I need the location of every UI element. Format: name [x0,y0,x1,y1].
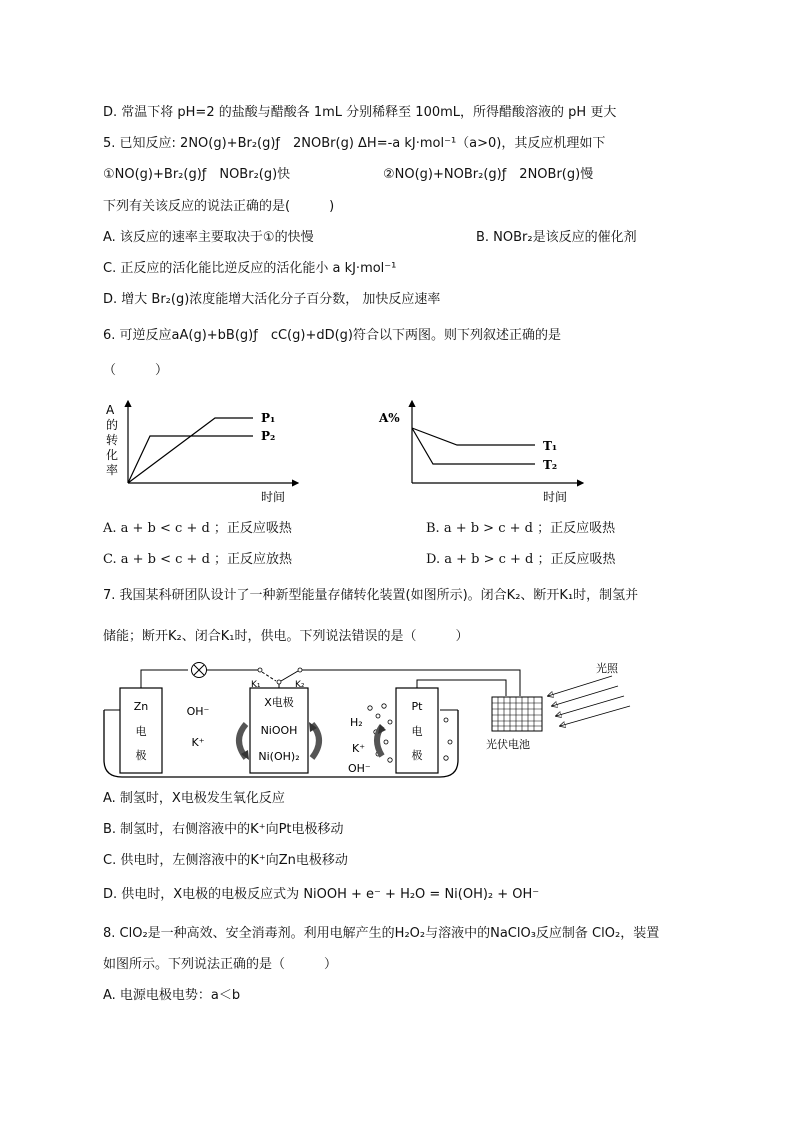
q7-option-b: B. 制氢时，右侧溶液中的K⁺向Pt电极移动 [103,822,344,837]
q8-stem-2: 如图所示。下列说法正确的是（ ） [103,957,338,972]
q7-device-diagram [100,660,660,785]
q5-option-d: D. 增大 Br₂(g)浓度能增大活化分子百分数， 加快反应速率 [103,292,441,307]
q6-option-a: A. a + b < c + d ；正反应吸热 [103,521,292,536]
zn-label-2: 极 [135,749,147,762]
light-label: 光照 [596,662,618,675]
q6-graph-conversion [98,395,308,507]
graph1-ylabel-3: 化 [106,448,119,462]
series-t1-line [412,428,535,445]
zn-label-1: 电 [135,725,147,738]
q7-option-c: C. 供电时，左侧溶液中的K⁺向Zn电极移动 [103,853,348,868]
x-electrode-niooh: NiOOH [260,724,298,737]
q5-stem: 5. 已知反应: 2NO(g)+Br₂(g)ƒ 2NOBr(g) ΔH=-a kJ·mol⁻¹（a>0)，其反应机理如下 [103,136,606,151]
wire-zn [141,670,188,688]
pv-label: 光伏电池 [486,738,530,751]
zn-label-0: Zn [133,700,149,713]
q7-option-a: A. 制氢时，X电极发生氧化反应 [103,791,285,806]
q5-step-2: ②NO(g)+NOBr₂(g)ƒ 2NOBr(g)慢 [383,167,594,182]
q6-option-d: D. a + b > c + d ；正反应吸热 [426,552,616,567]
q6-option-c: C. a + b < c + d ；正反应放热 [103,552,293,567]
q5-option-a: A. 该反应的速率主要取决于①的快慢 [103,230,314,245]
x-electrode-nioh2: Ni(OH)₂ [258,750,300,763]
q4-option-d: D. 常温下将 pH=2 的盐酸与醋酸各 1mL 分别稀释至 100mL，所得醋酸溶液的 pH 更大 [103,105,617,120]
q7-stem-1: 7. 我国某科研团队设计了一种新型能量存储转化装置(如图所示)。闭合K₂、断开K₁时，制氢并 [103,588,639,603]
q7-option-d: D. 供电时，X电极的电极反应式为 NiOOH + e⁻ + H₂O = Ni(OH)₂ + OH⁻ [103,887,540,902]
q6-graph-percent [375,395,590,507]
h2-label: H₂ [350,716,363,729]
graph1-ylabel-1: 的 [106,418,119,432]
series-p1-line [128,418,253,483]
graph1-ylabel-2: 转 [106,433,119,447]
right-ion-oh: OH⁻ [348,762,371,775]
graph2-xlabel: 时间 [543,490,568,504]
series-t2-label: T₂ [543,458,558,472]
q7-stem-2: 储能；断开K₂、闭合K₁时，供电。下列说法错误的是（ ） [103,629,469,644]
q6-stem: 6. 可逆反应aA(g)+bB(g)ƒ cC(g)+dD(g)符合以下两图。则下列叙述正确的是 [103,328,561,343]
k2-terminal [298,668,302,672]
k2-label: K₂ [295,680,305,690]
left-ion-k: K⁺ [191,736,205,749]
q5-question: 下列有关该反应的说法正确的是( ) [103,199,335,214]
k1-terminal [258,668,262,672]
series-p1-label: P₁ [261,411,276,425]
q8-option-a: A. 电源电极电势：a＜b [103,988,241,1003]
graph1-xlabel: 时间 [261,490,286,504]
pt-label-2: 极 [411,749,423,762]
series-t2-line [412,428,535,464]
series-p2-line [128,436,253,483]
pt-label-1: 电 [411,725,423,738]
graph1-ylabel-0: A [106,403,115,417]
q5-option-c: C. 正反应的活化能比逆反应的活化能小 a kJ·mol⁻¹ [103,261,397,276]
q5-step-1: ①NO(g)+Br₂(g)ƒ NOBr₂(g)快 [103,167,291,182]
x-electrode-label: X电极 [264,696,294,709]
q6-paren: （ ） [103,363,169,378]
series-t1-label: T₁ [543,439,558,453]
pt-label-0: Pt [411,700,423,713]
series-p2-label: P₂ [261,429,276,443]
right-ion-k: K⁺ [352,742,366,755]
light-arrows [548,676,630,726]
graph2-ylabel: A% [379,411,400,425]
q8-stem-1: 8. ClO₂是一种高效、安全消毒剂。利用电解产生的H₂O₂与溶液中的NaClO₃反应制备 ClO₂，装置 [103,926,660,941]
q5-option-b: B. NOBr₂是该反应的催化剂 [476,230,637,245]
graph1-ylabel-4: 率 [106,463,119,477]
left-ion-oh: OH⁻ [186,705,210,718]
photovoltaic-panel [492,697,542,731]
k1-switch [262,672,276,681]
k1-label: K₁ [251,680,261,690]
q6-option-b: B. a + b > c + d ；正反应吸热 [426,521,616,536]
